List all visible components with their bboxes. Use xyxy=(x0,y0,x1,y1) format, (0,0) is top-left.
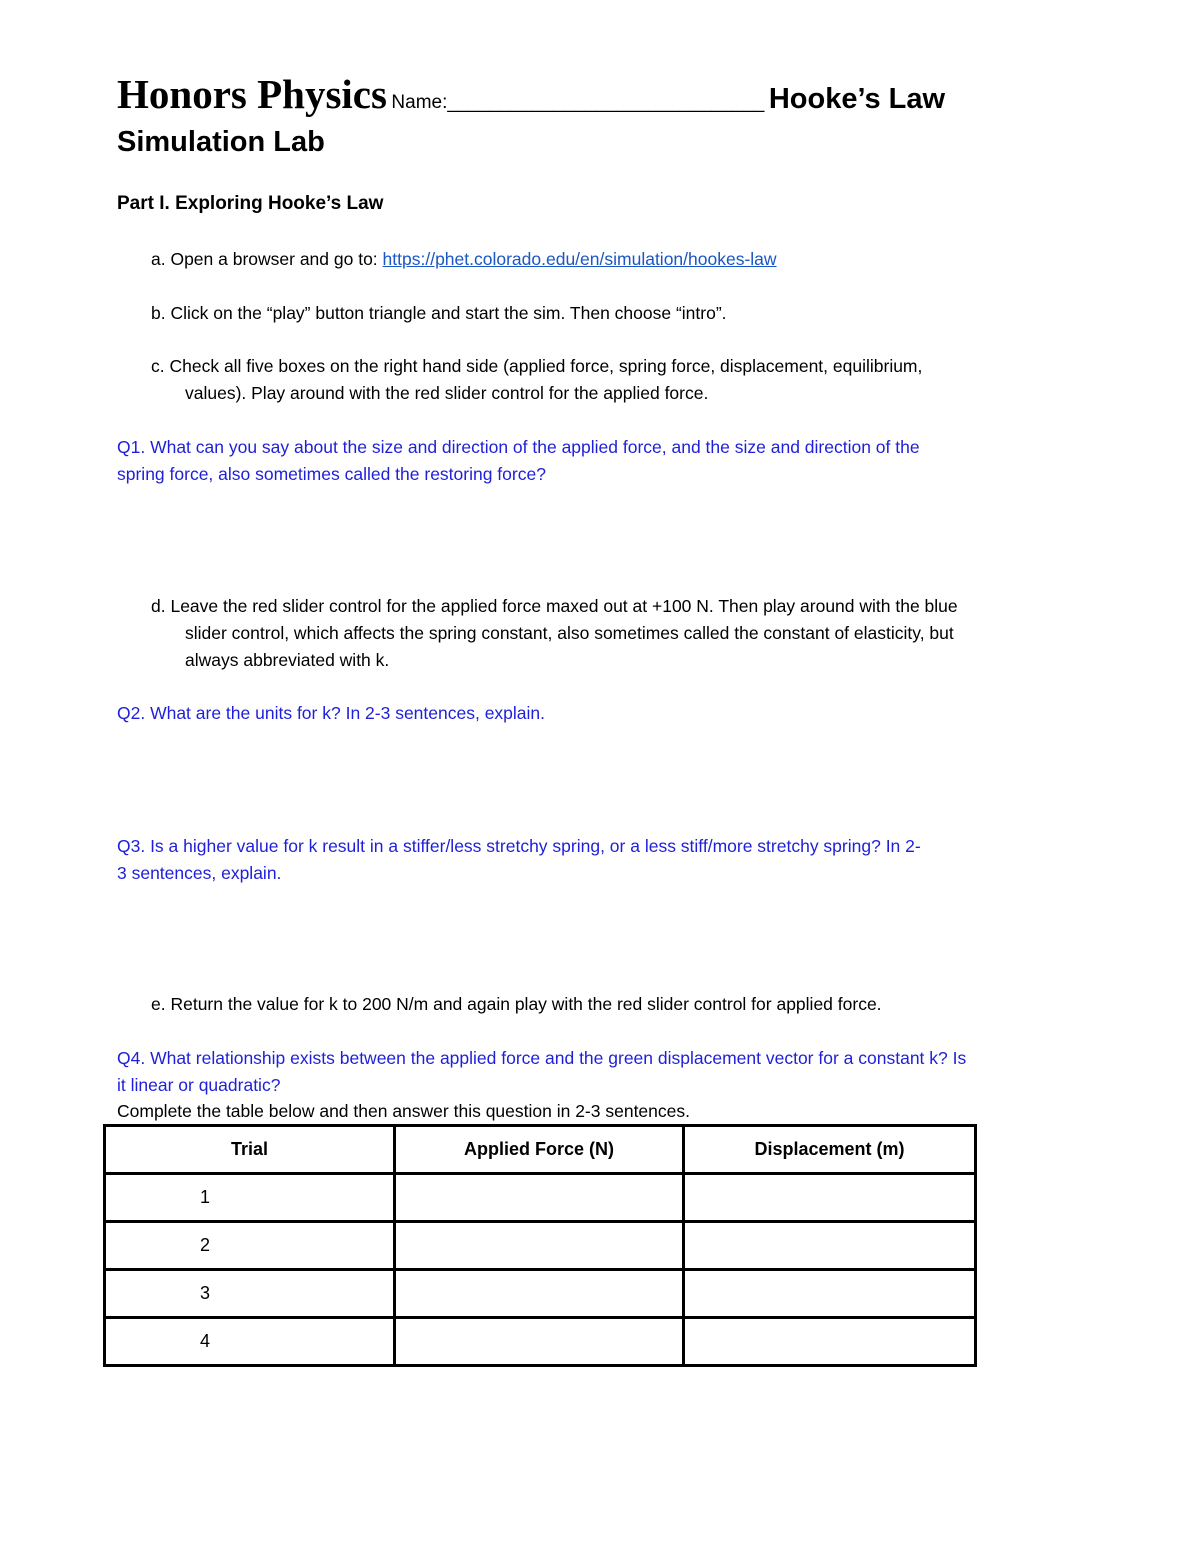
step-e: e. Return the value for k to 200 N/m and again play with the red slider control for applied force. xyxy=(151,994,882,1014)
question-1-line: spring force, also sometimes called the restoring force? xyxy=(117,464,546,484)
step-d-line: d. Leave the red slider control for the applied force maxed out at +100 N. Then play around with the blue xyxy=(151,596,958,616)
table-instruction: Complete the table below and then answer this question in 2-3 sentences. xyxy=(117,1101,690,1121)
phet-simulation-link[interactable]: https://phet.colorado.edu/en/simulation/hookes-law xyxy=(382,249,777,269)
table-header-row xyxy=(105,1126,976,1174)
applied-force-cell[interactable] xyxy=(395,1318,684,1366)
question-4-line: it linear or quadratic? xyxy=(117,1075,281,1095)
data-table xyxy=(103,1124,977,1367)
question-4-line: Q4. What relationship exists between the applied force and the green displacement vector for a constant k? Is xyxy=(117,1048,967,1068)
question-3 xyxy=(117,833,921,887)
displacement-cell[interactable] xyxy=(684,1222,976,1270)
displacement-cell[interactable] xyxy=(684,1174,976,1222)
step-c-line: values). Play around with the red slider control for the applied force. xyxy=(185,383,709,403)
table-row xyxy=(105,1174,976,1222)
applied-force-cell[interactable] xyxy=(395,1222,684,1270)
step-d-line: always abbreviated with k. xyxy=(185,650,390,670)
header-displacement: Displacement (m) xyxy=(684,1126,976,1174)
name-field-label: Name:______________________________ xyxy=(391,92,765,113)
header-trial: Trial xyxy=(105,1126,395,1174)
lab-subtitle: Simulation Lab xyxy=(117,126,325,158)
applied-force-cell[interactable] xyxy=(395,1270,684,1318)
step-d-line: slider control, which affects the spring constant, also sometimes called the constant of elasticity, but xyxy=(185,623,954,643)
question-3-line: Q3. Is a higher value for k result in a stiffer/less stretchy spring, or a less stiff/more stretchy spring? In 2- xyxy=(117,836,921,856)
question-2: Q2. What are the units for k? In 2-3 sentences, explain. xyxy=(117,703,546,723)
step-d xyxy=(151,593,958,674)
question-4 xyxy=(117,1045,966,1099)
part-heading: Part I. Exploring Hooke’s Law xyxy=(117,193,384,214)
table-row xyxy=(105,1222,976,1270)
step-b: b. Click on the “play” button triangle and start the sim. Then choose “intro”. xyxy=(151,303,727,323)
question-3-line: 3 sentences, explain. xyxy=(117,863,282,883)
course-title: Honors Physics xyxy=(117,71,387,117)
step-a xyxy=(151,246,777,273)
lab-title: Hooke’s Law xyxy=(768,83,946,115)
trial-cell: 4 xyxy=(105,1318,395,1366)
header-applied-force: Applied Force (N) xyxy=(395,1126,684,1174)
question-1-line: Q1. What can you say about the size and direction of the applied force, and the size and direction of the xyxy=(117,437,920,457)
trial-cell: 1 xyxy=(105,1174,395,1222)
table-row xyxy=(105,1270,976,1318)
step-c xyxy=(151,353,922,407)
step-c-line: c. Check all five boxes on the right hand side (applied force, spring force, displacement, equilibrium, xyxy=(151,356,923,376)
displacement-cell[interactable] xyxy=(684,1270,976,1318)
displacement-cell[interactable] xyxy=(684,1318,976,1366)
trial-cell: 2 xyxy=(105,1222,395,1270)
trial-cell: 3 xyxy=(105,1270,395,1318)
applied-force-cell[interactable] xyxy=(395,1174,684,1222)
question-1 xyxy=(117,434,920,488)
title-row xyxy=(117,70,945,126)
step-a-text: a. Open a browser and go to: xyxy=(151,249,383,269)
table-row xyxy=(105,1318,976,1366)
